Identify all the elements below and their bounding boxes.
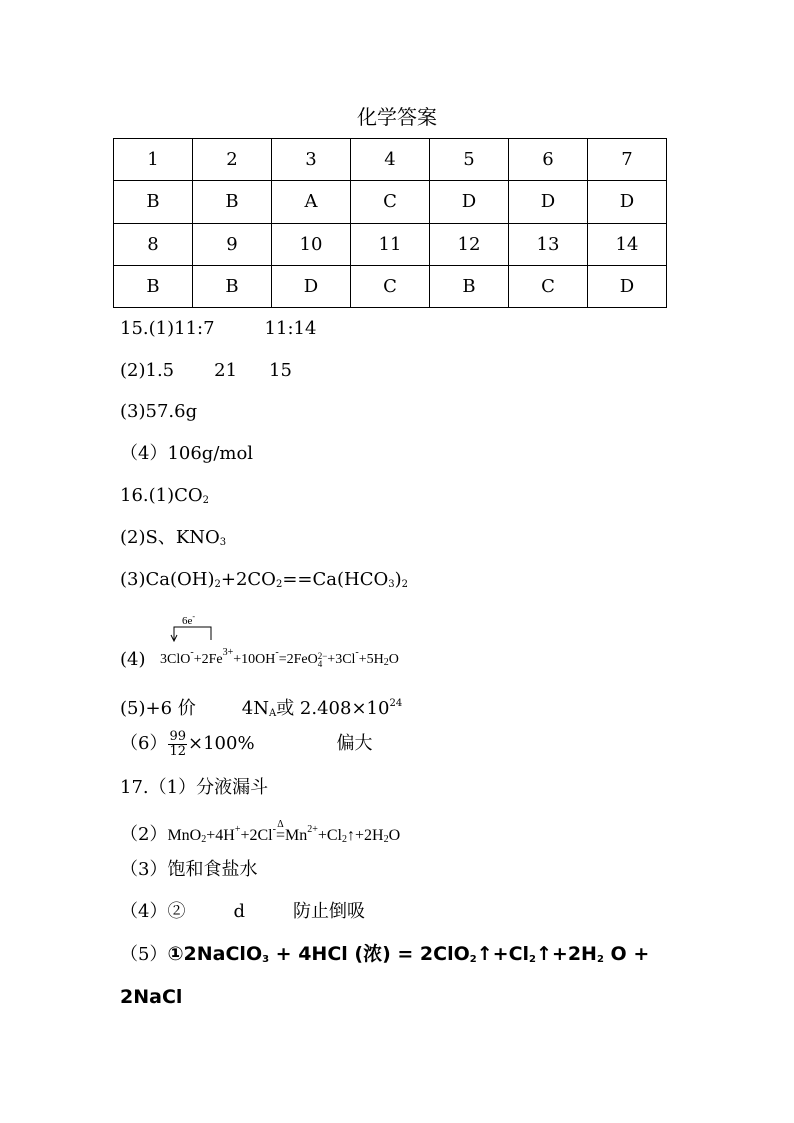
q17-part2-equation: MnO$_2$+4H++2Cl- Δ $=Mn^{2+}+Cl_2↑+2H_2O$ (167, 819, 401, 845)
electron-transfer-arrow (168, 612, 216, 642)
answer-cell: D (509, 181, 588, 223)
answer-row (114, 181, 667, 223)
q16-part6 (120, 728, 373, 760)
q16-part3-a: (3)Ca(OH) (120, 569, 215, 590)
q17-part3: （3）饱和食盐水 (120, 859, 258, 880)
q16-part1-sub: 2 (202, 495, 210, 506)
q17-part4-a: （4）② (120, 901, 186, 922)
answer-cell: C (351, 181, 430, 223)
q17-part5 (120, 942, 649, 972)
q17-part4-c: 防止倒吸 (292, 901, 365, 922)
q16-part5-b: 4N (241, 698, 269, 719)
q16-part3-d: ) (394, 569, 402, 590)
question-number-cell: 3 (272, 139, 351, 181)
page-title: 化学答案 (357, 105, 437, 129)
answer-row (114, 265, 667, 307)
question-number-row (114, 139, 667, 181)
question-number-cell: 12 (430, 223, 509, 265)
question-number-cell: 8 (114, 223, 193, 265)
q16-part2 (120, 526, 226, 555)
question-number-cell: 1 (114, 139, 193, 181)
q17-part4 (120, 900, 365, 924)
q16-part5-a: (5)+6 价 (120, 698, 196, 719)
q16-part1-text: 16.(1)CO (120, 485, 203, 506)
answer-cell: D (272, 265, 351, 307)
q16-part4-equation: $3ClO^-+2Fe^{3+}+10OH^-=2FeO$ 2− 4 $+3Cl^-+5H_2O$ (160, 647, 399, 669)
q17-part4-b: d (233, 901, 245, 922)
answer-cell: C (509, 265, 588, 307)
q15-part1-b: 11:14 (264, 318, 317, 339)
q15-part4: （4）106g/mol (120, 443, 254, 464)
q16-part3-s1: 2 (214, 579, 221, 590)
q16-part3-b: +2CO (220, 569, 276, 590)
q16-part5-c: 或 2.408×10 (276, 698, 390, 719)
answer-cell: A (272, 181, 351, 223)
electron-arrow-icon (168, 612, 216, 642)
question-number-cell: 10 (272, 223, 351, 265)
answer-cell: D (588, 265, 667, 307)
question-number-cell: 4 (351, 139, 430, 181)
q16-part6-fraction: $\frac{99}{12}$ (169, 728, 186, 759)
q17-part2-label: （2） (120, 824, 168, 845)
q16-part2-sub: 3 (219, 537, 227, 548)
question-number-cell: 2 (193, 139, 272, 181)
q15-part1 (120, 317, 316, 341)
q16-part1 (120, 484, 209, 513)
q16-part3-s2: 2 (275, 579, 283, 590)
question-number-cell: 6 (509, 139, 588, 181)
q16-part6-label: （6） (120, 733, 168, 754)
answer-table (113, 138, 667, 308)
q17-part5-equation: ①2NaClO$_3$ + 4HCl (浓) = $2ClO_2↑+Cl_2↑+2H_2$ O + (167, 943, 650, 965)
answer-cell: B (430, 265, 509, 307)
question-number-cell: 7 (588, 139, 667, 181)
q16-part6-rest: ×100% (188, 733, 255, 754)
q16-part3-c: ==Ca(HCO (282, 569, 389, 590)
question-number-cell: 11 (351, 223, 430, 265)
q15-part2 (120, 359, 292, 383)
q16-part3 (120, 568, 408, 597)
q15-part2-a: (2)1.5 (120, 360, 175, 381)
answer-cell: B (193, 265, 272, 307)
answer-cell: B (114, 181, 193, 223)
question-number-cell: 9 (193, 223, 272, 265)
q17-part1: 17.（1）分液漏斗 (120, 777, 269, 798)
q15-part2-b: 21 (214, 360, 238, 381)
question-number-cell: 5 (430, 139, 509, 181)
answer-cell: C (351, 265, 430, 307)
answer-cell: B (193, 181, 272, 223)
q16-part6-b: 偏大 (336, 733, 373, 754)
q15-part2-c: 15 (269, 360, 292, 381)
q16-part2-text: (2)S、KNO (120, 527, 220, 548)
question-number-cell: 14 (588, 223, 667, 265)
q17-part5-continued: 2NaCl (120, 986, 183, 1008)
question-number-cell: 13 (509, 223, 588, 265)
q16-part4-label: (4) (120, 649, 146, 670)
question-number-row (114, 223, 667, 265)
answer-cell: D (588, 181, 667, 223)
electron-count: 6e- (182, 612, 196, 627)
q16-part5 (120, 692, 402, 726)
q15-part3: (3)57.6g (120, 401, 198, 422)
q16-part3-s3: 3 (388, 579, 395, 590)
q16-part5-b-sub: A (268, 708, 277, 719)
answer-cell: B (114, 265, 193, 307)
q16-part5-c-sup: 24 (389, 698, 403, 709)
answer-cell: D (430, 181, 509, 223)
q15-part1-a: 15.(1)11:7 (120, 318, 215, 339)
q16-part3-s4: 2 (401, 579, 409, 590)
q17-part2 (120, 818, 400, 852)
q17-part5-label: （5） (120, 944, 168, 965)
